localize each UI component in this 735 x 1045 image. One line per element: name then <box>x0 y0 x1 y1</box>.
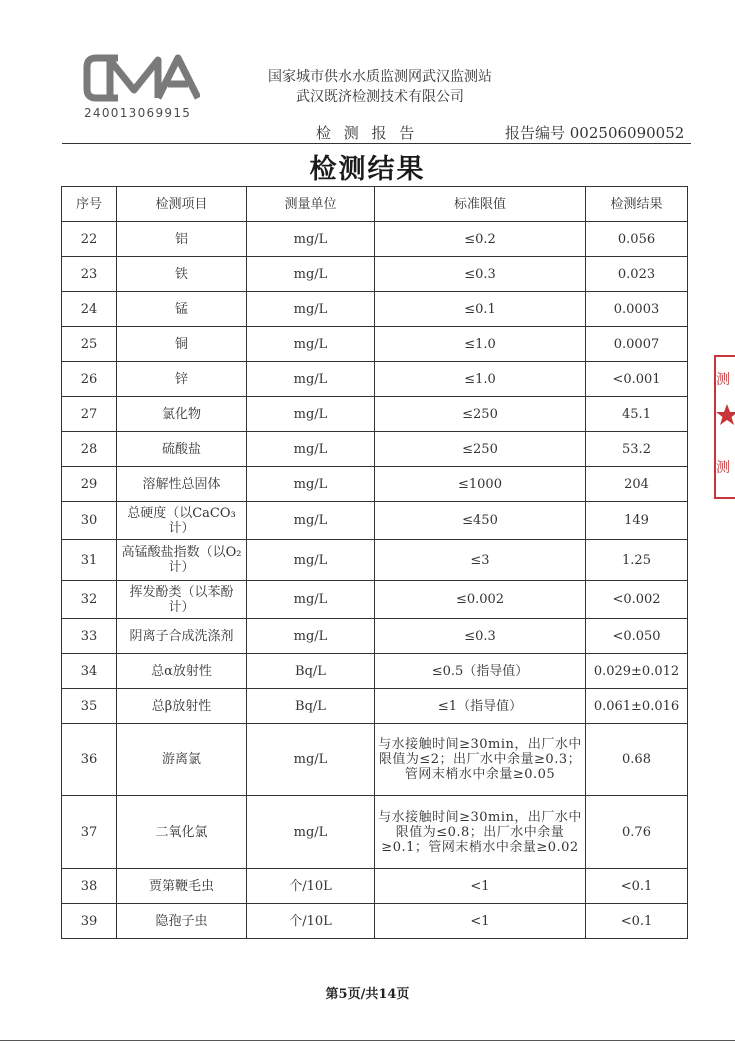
row-result: 45.1 <box>586 397 688 432</box>
row-result: 53.2 <box>586 432 688 467</box>
row-result: <0.001 <box>586 362 688 397</box>
org-name-line2: 武汉既济检测技术有限公司 <box>296 89 464 105</box>
row-item: 锌 <box>117 362 247 397</box>
row-standard: 与水接触时间≥30min，出厂水中限值为≤0.8；出厂水中余量≥0.1；管网末梢水中余量≥0.02 <box>375 796 586 869</box>
row-index: 31 <box>62 540 117 581</box>
row-result: 0.0003 <box>586 292 688 327</box>
row-item: 硫酸盐 <box>117 432 247 467</box>
bottom-rule <box>0 1040 735 1041</box>
row-index: 30 <box>62 502 117 540</box>
row-index: 38 <box>62 869 117 904</box>
row-standard: ≤0.002 <box>375 581 586 619</box>
row-standard: ≤0.3 <box>375 619 586 654</box>
row-unit: mg/L <box>247 397 375 432</box>
row-index: 22 <box>62 222 117 257</box>
row-result: 0.029±0.012 <box>586 654 688 689</box>
row-item: 总硬度（以CaCO₃计） <box>117 502 247 540</box>
row-index: 23 <box>62 257 117 292</box>
row-unit: Bq/L <box>247 689 375 724</box>
row-result: 149 <box>586 502 688 540</box>
row-index: 34 <box>62 654 117 689</box>
row-index: 37 <box>62 796 117 869</box>
table-row <box>62 467 688 502</box>
row-index: 28 <box>62 432 117 467</box>
row-unit: mg/L <box>247 724 375 796</box>
row-result: 1.25 <box>586 540 688 581</box>
table-row <box>62 654 688 689</box>
row-item: 溶解性总固体 <box>117 467 247 502</box>
cma-cert-number: 240013069915 <box>84 106 192 120</box>
row-standard: ≤1.0 <box>375 327 586 362</box>
row-unit: mg/L <box>247 432 375 467</box>
row-unit: mg/L <box>247 292 375 327</box>
row-index: 36 <box>62 724 117 796</box>
row-index: 25 <box>62 327 117 362</box>
table-row <box>62 540 688 581</box>
row-unit: 个/10L <box>247 904 375 939</box>
row-unit: mg/L <box>247 467 375 502</box>
table-row <box>62 724 688 796</box>
header-rule <box>62 143 691 144</box>
row-index: 32 <box>62 581 117 619</box>
row-standard: ≤0.2 <box>375 222 586 257</box>
table-row <box>62 257 688 292</box>
page-number: 第5页/共14页 <box>325 987 410 1002</box>
row-index: 26 <box>62 362 117 397</box>
row-unit: mg/L <box>247 619 375 654</box>
row-standard: ≤250 <box>375 397 586 432</box>
seal-text-bottom: 测 <box>716 460 730 476</box>
row-standard: ≤0.5（指导值） <box>375 654 586 689</box>
row-standard: ≤450 <box>375 502 586 540</box>
table-row <box>62 581 688 619</box>
row-unit: mg/L <box>247 796 375 869</box>
table-row <box>62 397 688 432</box>
row-result: 0.76 <box>586 796 688 869</box>
row-item: 总α放射性 <box>117 654 247 689</box>
header-item: 检测项目 <box>117 187 247 222</box>
row-standard: <1 <box>375 904 586 939</box>
row-result: <0.002 <box>586 581 688 619</box>
row-standard: ≤1（指导值） <box>375 689 586 724</box>
results-table <box>61 186 688 939</box>
row-standard: ≤0.1 <box>375 292 586 327</box>
header-result: 检测结果 <box>586 187 688 222</box>
row-result: 0.056 <box>586 222 688 257</box>
row-result: <0.1 <box>586 869 688 904</box>
row-standard: <1 <box>375 869 586 904</box>
row-unit: mg/L <box>247 257 375 292</box>
org-name-line1: 国家城市供水水质监测网武汉监测站 <box>268 69 492 85</box>
row-result: <0.1 <box>586 904 688 939</box>
report-number: 报告编号 002506090052 <box>505 124 685 142</box>
row-item: 氯化物 <box>117 397 247 432</box>
seal-text-top: 测 <box>716 372 730 388</box>
row-item: 游离氯 <box>117 724 247 796</box>
header-index: 序号 <box>62 187 117 222</box>
row-item: 贾第鞭毛虫 <box>117 869 247 904</box>
table-row <box>62 432 688 467</box>
row-standard: ≤3 <box>375 540 586 581</box>
table-row <box>62 619 688 654</box>
table-row <box>62 362 688 397</box>
table-row <box>62 904 688 939</box>
row-item: 隐孢子虫 <box>117 904 247 939</box>
row-index: 27 <box>62 397 117 432</box>
header-standard: 标准限值 <box>375 187 586 222</box>
main-title: 检测结果 <box>309 154 426 185</box>
row-result: 0.0007 <box>586 327 688 362</box>
table-row <box>62 292 688 327</box>
table-row <box>62 327 688 362</box>
row-result: <0.050 <box>586 619 688 654</box>
table-row <box>62 502 688 540</box>
row-item: 总β放射性 <box>117 689 247 724</box>
table-row <box>62 222 688 257</box>
row-standard: ≤1000 <box>375 467 586 502</box>
row-item: 高锰酸盐指数（以O₂计） <box>117 540 247 581</box>
row-unit: mg/L <box>247 581 375 619</box>
row-item: 铝 <box>117 222 247 257</box>
row-result: 0.023 <box>586 257 688 292</box>
row-unit: Bq/L <box>247 654 375 689</box>
row-unit: mg/L <box>247 222 375 257</box>
row-standard: ≤250 <box>375 432 586 467</box>
seam-seal <box>712 355 735 500</box>
row-item: 阴离子合成洗涤剂 <box>117 619 247 654</box>
row-index: 24 <box>62 292 117 327</box>
table-row <box>62 796 688 869</box>
row-item: 挥发酚类（以苯酚计） <box>117 581 247 619</box>
row-unit: mg/L <box>247 362 375 397</box>
table-row <box>62 689 688 724</box>
table-header-row <box>62 187 688 222</box>
row-unit: mg/L <box>247 540 375 581</box>
row-result: 204 <box>586 467 688 502</box>
row-result: 0.68 <box>586 724 688 796</box>
row-unit: 个/10L <box>247 869 375 904</box>
row-index: 29 <box>62 467 117 502</box>
row-unit: mg/L <box>247 502 375 540</box>
row-item: 锰 <box>117 292 247 327</box>
row-index: 35 <box>62 689 117 724</box>
row-standard: ≤0.3 <box>375 257 586 292</box>
row-index: 39 <box>62 904 117 939</box>
header-unit: 测量单位 <box>247 187 375 222</box>
row-item: 铁 <box>117 257 247 292</box>
row-standard: 与水接触时间≥30min，出厂水中限值为≤2；出厂水中余量≥0.3；管网末梢水中余量≥0.05 <box>375 724 586 796</box>
row-index: 33 <box>62 619 117 654</box>
row-result: 0.061±0.016 <box>586 689 688 724</box>
row-unit: mg/L <box>247 327 375 362</box>
row-standard: ≤1.0 <box>375 362 586 397</box>
star-icon <box>715 403 735 427</box>
row-item: 二氧化氯 <box>117 796 247 869</box>
table-row <box>62 869 688 904</box>
report-title: 检 测 报 告 <box>316 124 419 142</box>
row-item: 铜 <box>117 327 247 362</box>
